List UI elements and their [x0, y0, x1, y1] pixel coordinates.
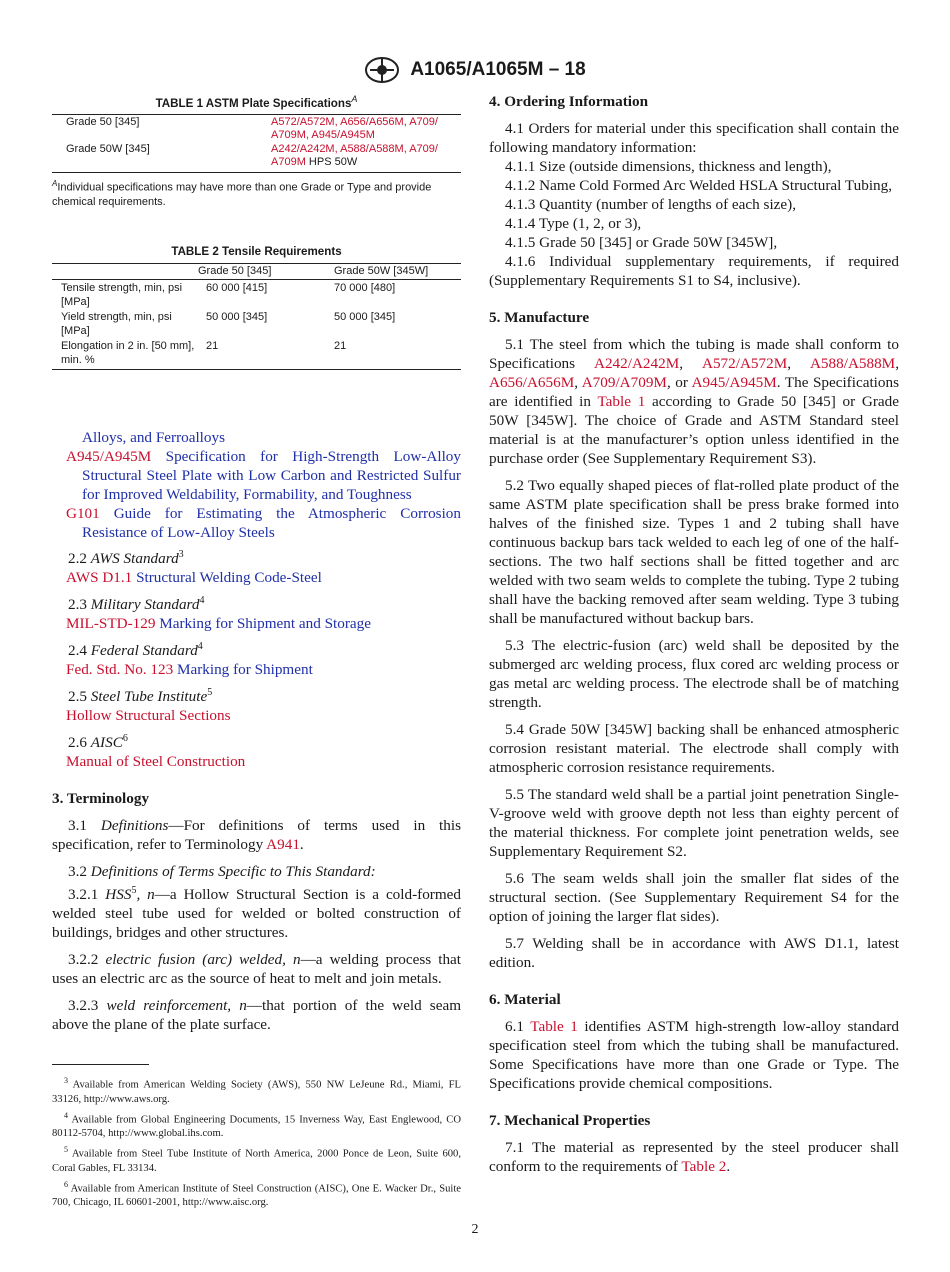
footnote: $^4$ Available from Global Engineering Documents, 15 Inverness Way, East Englewood, CO 80112-5704, http://www.global.ihs.com.	[52, 1110, 461, 1140]
spec-link[interactable]: A709M	[271, 156, 306, 169]
table-row: Tensile strength, min, psi [MPa] 60 000 [415] 70 000 [480]	[61, 282, 396, 308]
table-row: Elongation in 2 in. [50 mm], min. % 21 21	[52, 339, 461, 370]
ref-code-link[interactable]: MIL-STD-129	[66, 615, 156, 633]
page-header	[0, 56, 950, 84]
document-id: A1065/A1065M – 18	[410, 59, 586, 80]
spec-link[interactable]: A242/A242M, A588/A588M, A709/	[271, 142, 438, 155]
section-2-5: 2.5 Steel Tube Institute$^5$	[68, 687, 213, 706]
footnote: $^6$ Available from American Institute of Steel Construction (AISC), One E. Wacker Dr., Suite 700, Chicago, IL 60601-2001, http://www.aisc.org.	[52, 1179, 461, 1209]
table-link[interactable]: Table 1	[597, 393, 646, 410]
page-number: 2	[471, 1222, 479, 1237]
paragraph-3-1: 3.1 Definitions—For definitions of terms used in this specification, refer to Terminology A941.	[52, 817, 461, 854]
paragraph-5-3: 5.3 The electric-fusion (arc) weld shall be deposited by the submerged arc welding process, flux cored arc welding process or gas metal arc welding process. The electrode shall be of matching strength.	[489, 637, 899, 711]
footnotes	[52, 1074, 461, 1212]
ref-code-link[interactable]: Fed. Std. No. 123	[66, 661, 174, 679]
ref-code-link[interactable]: G101	[66, 505, 100, 523]
paragraph-5-2: 5.2 Two equally shaped pieces of flat-rolled plate product of the same ASTM plate specification shall be press brake formed into halves of the finished size. Types 1 and 2 tubing shall have continuous backup bars tack welded to each leg of one of the half-sections. The two half sections shall be fitted together and arc welded with two seam welds to complete the tubing. Type 2 tubing shall have the backing removed after seam welding. Type 3 tubing shall be manufactured without backup bars.	[489, 477, 899, 627]
table-2	[52, 244, 461, 371]
paragraph-4-1-1: 4.1.1 Size (outside dimensions, thickness and length),	[505, 158, 832, 175]
ref-title-link[interactable]: Alloys, and Ferroalloys	[82, 429, 225, 447]
table-1	[52, 92, 461, 209]
footnote: $^5$ Available from Steel Tube Institute of North America, 2000 Ponce de Leon, Suite 600, Coral Gables, FL 33134.	[52, 1145, 461, 1174]
ref-code-link[interactable]: A941	[266, 836, 300, 854]
paragraph-5-5: 5.5 The standard weld shall be a partial joint penetration Single-V-groove weld with groove depth not less than eighty percent of the material thickness. For complete joint penetration welds, see Supplementary Requirement S2.	[489, 786, 899, 860]
paragraph-4-1: 4.1 Orders for material under this specification shall contain the following mandatory information:	[489, 120, 899, 156]
paragraph-4-1-5: 4.1.5 Grade 50 [345] or Grade 50W [345W],	[505, 234, 778, 251]
section-2-2: 2.2 AWS Standard$^3$	[68, 549, 184, 568]
ref-title-link[interactable]: Marking for Shipment and Storage	[159, 615, 371, 633]
paragraph-4-1-4: 4.1.4 Type (1, 2, or 3),	[505, 215, 642, 232]
section-heading: 6. Material	[489, 991, 561, 1008]
section-2-3: 2.3 Military Standard$^4$	[68, 595, 205, 614]
section-2-4: 2.4 Federal Standard$^4$	[68, 641, 203, 660]
section-heading: 5. Manufacture	[489, 309, 590, 326]
footnote-divider	[52, 1064, 149, 1065]
section-heading: 4. Ordering Information	[489, 93, 649, 110]
ref-code-link[interactable]: Manual of Steel Construction	[66, 753, 246, 771]
paragraph-3-2-2: 3.2.2 electric fusion (arc) welded, n—a welding process that uses an electric arc as the source of heat to melt and join metals.	[52, 951, 461, 988]
paragraph-4-1-6: 4.1.6 Individual supplementary requirements, if required (Supplementary Requirements S1 to S4, inclusive).	[489, 253, 899, 289]
paragraph-5-1: 5.1 The steel from which the tubing is made shall conform to Specifications A242/A242M, A572/A572M, A588/A588M, A656/A656M, A709/A709M, or A945/A945M. The Specifications are identified in Table 1 according to Grade 50 [345] or Grade 50W [345W]. The choice of Grade and ASTM Standard steel material is at the manufacturer’s option unless identified in the purchase order (See Supplementary Requirement S3).	[489, 336, 899, 467]
referenced-documents	[52, 428, 461, 771]
section-heading: 3. Terminology	[52, 790, 150, 808]
paragraph-3-2-1: 3.2.1 HSS$^5$, n—a Hollow Structural Section is a cold-formed welded steel tube used for welded or bolted construction of buildings, bridges and other structures.	[52, 885, 462, 942]
table-1-note: $^A$Individual specifications may have more than one Grade or Type and provide chemical requirements.	[52, 178, 432, 208]
ref-code-link[interactable]: A242/A242M	[594, 355, 680, 372]
table-2-title: TABLE 2 Tensile Requirements	[171, 244, 342, 258]
table-row: Yield strength, min, psi [MPa] 50 000 [345] 50 000 [345]	[61, 311, 396, 337]
ref-title-link[interactable]: Guide for Estimating the Atmospheric Corrosion Resistance of Low-Alloy Steels	[82, 505, 461, 542]
paragraph-3-2: 3.2 Definitions of Terms Specific to This Standard:	[68, 863, 376, 881]
column-header: Grade 50 [345]	[198, 264, 272, 277]
section-terminology	[52, 789, 461, 1034]
ref-code-link[interactable]: A588/A588M	[809, 355, 896, 372]
footnote: $^3$ Available from American Welding Society (AWS), 550 NW LeJeune Rd., Miami, FL 33126, http://www.aws.org.	[52, 1076, 461, 1105]
section-heading: 7. Mechanical Properties	[489, 1112, 651, 1129]
table-cell-grade: Grade 50W [345]	[66, 142, 150, 155]
ref-title-link[interactable]: Marking for Shipment	[176, 661, 313, 679]
table-link[interactable]: Table 1	[530, 1018, 578, 1035]
ref-title-link[interactable]: Structural Welding Code-Steel	[136, 569, 322, 587]
table-cell-specs	[271, 114, 461, 143]
paragraph-5-7: 5.7 Welding shall be in accordance with AWS D1.1, latest edition.	[489, 935, 899, 971]
ref-code-link[interactable]: A945/A945M	[66, 448, 152, 466]
ref-code-link[interactable]: A709/A709M	[581, 374, 667, 391]
ref-title-link[interactable]: Specification for High-Strength Low-Alloy Structural Steel Plate with Low Carbon and Restricted Sulfur for Improved Weldability, Formability, and Toughness	[82, 448, 461, 504]
paragraph-4-1-3: 4.1.3 Quantity (number of lengths of each size),	[505, 196, 797, 213]
table-header-row	[52, 263, 461, 280]
paragraph-3-2-3: 3.2.3 weld reinforcement, n—that portion of the weld seam above the plane of the plate surface.	[52, 997, 462, 1034]
ref-code-link[interactable]: A572/A572M	[701, 355, 788, 372]
ref-code-link[interactable]: A945/A945M	[691, 374, 777, 391]
ref-code-link[interactable]: A656/A656M	[489, 374, 575, 391]
spec-link[interactable]: A709M, A945/A945M	[271, 129, 375, 142]
table-row	[52, 114, 461, 143]
left-column	[52, 92, 461, 1034]
paragraph-5-6: 5.6 The seam welds shall join the smaller flat sides of the structural section. (See Supplementary Requirement S4 for the option of joining the larger flat sides).	[489, 870, 899, 925]
astm-logo-icon	[364, 56, 400, 84]
ref-code-link[interactable]: Hollow Structural Sections	[66, 707, 231, 725]
paragraph-7-1: 7.1 The material as represented by the steel producer shall conform to the requirements of Table 2.	[489, 1139, 899, 1175]
right-column	[489, 92, 899, 1176]
section-2-6: 2.6 AISC$^6$	[68, 733, 128, 752]
table-cell-specs: A242/A242M, A588/A588M, A709/ A709M HPS 50W	[271, 142, 438, 169]
table-1-title: TABLE 1 ASTM Plate Specifications$^A$	[155, 94, 358, 110]
table-row	[52, 143, 461, 173]
column-header: Grade 50W [345W]	[334, 264, 429, 277]
paragraph-5-4: 5.4 Grade 50W [345W] backing shall be enhanced atmospheric corrosion resistant material. The electrode shall comply with atmospheric corrosion resistance requirements.	[489, 721, 899, 776]
spec-link[interactable]: A572/A572M, A656/A656M, A709/	[271, 115, 438, 128]
table-link[interactable]: Table 2	[681, 1158, 727, 1175]
ref-code-link[interactable]: AWS D1.1	[66, 569, 133, 587]
paragraph-4-1-2: 4.1.2 Name Cold Formed Arc Welded HSLA Structural Tubing,	[505, 177, 893, 194]
table-cell-grade: Grade 50 [345]	[66, 115, 140, 128]
paragraph-6-1: 6.1 Table 1 identifies ASTM high-strength low-alloy standard specification steel from which the tubing shall be manufactured. Some Specifications have more than one Grade or Type. The Specifications provide chemical compositions.	[489, 1018, 899, 1092]
